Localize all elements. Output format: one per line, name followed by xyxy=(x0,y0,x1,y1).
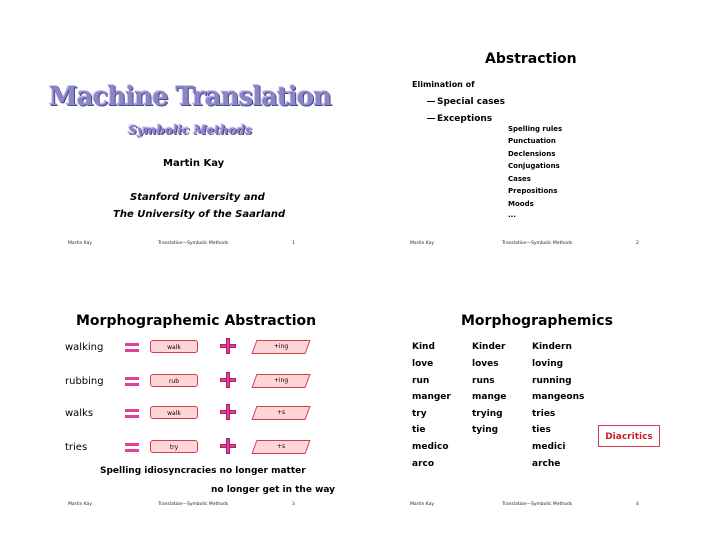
footer-center: Translation—Symbolic Methods xyxy=(502,502,573,507)
subitem: Punctuation xyxy=(508,137,556,145)
footer-page: 3 xyxy=(292,502,295,507)
subitem: Prepositions xyxy=(508,187,558,195)
table-cell: ties xyxy=(532,425,551,435)
subitem: Declensions xyxy=(508,150,556,158)
stem-box: rub xyxy=(150,374,198,387)
word: walks xyxy=(65,408,94,419)
table-cell: medico xyxy=(412,442,449,452)
stem-box: try xyxy=(150,440,198,453)
footer-center: Translation—Symbolic Methods xyxy=(158,241,229,246)
plus-icon xyxy=(220,404,236,420)
caption-1: Spelling idiosyncracies no longer matter xyxy=(100,466,306,476)
diacritics-note: Diacritics xyxy=(598,425,660,447)
affiliation-1: Stanford University and xyxy=(130,192,265,203)
affiliation-2: The University of the Saarland xyxy=(113,209,286,220)
author: Martin Kay xyxy=(163,158,225,169)
table-cell: Kind xyxy=(412,342,435,352)
table-cell: tries xyxy=(532,409,556,419)
affix-box: +s xyxy=(250,440,312,454)
plus-icon xyxy=(220,438,236,454)
subtitle-wordart: Symbolic Methods xyxy=(128,123,252,137)
subitem: Spelling rules xyxy=(508,125,563,133)
subitem: Cases xyxy=(508,175,531,183)
slide-2 xyxy=(360,0,720,278)
table-cell: medici xyxy=(532,442,566,452)
plus-icon xyxy=(220,338,236,354)
table-cell: loves xyxy=(472,359,499,369)
table-cell: Kindern xyxy=(532,342,572,352)
equals-icon xyxy=(125,409,139,421)
table-cell: arco xyxy=(412,459,435,469)
equals-icon xyxy=(125,343,139,355)
subitem: ... xyxy=(508,211,516,219)
table-cell: running xyxy=(532,376,572,386)
affix-box: +ing xyxy=(250,340,312,354)
table-cell: try xyxy=(412,409,427,419)
table-cell: arche xyxy=(532,459,561,469)
slide-1 xyxy=(0,0,360,278)
table-cell: loving xyxy=(532,359,564,369)
word: tries xyxy=(65,442,88,453)
slide-title: Morphographemic Abstraction xyxy=(76,313,317,329)
plus-icon xyxy=(220,372,236,388)
footer-left: Martin Kay xyxy=(410,241,435,246)
bullet-item: Exceptions xyxy=(427,114,492,124)
table-cell: trying xyxy=(472,409,503,419)
caption-2: no longer get in the way xyxy=(211,485,336,495)
footer-left: Martin Kay xyxy=(68,241,93,246)
word: walking xyxy=(65,342,104,353)
affix-box: +ing xyxy=(250,374,312,388)
footer-page: 4 xyxy=(636,502,639,507)
table-cell: tie xyxy=(412,425,426,435)
footer-center: Translation—Symbolic Methods xyxy=(502,241,573,246)
bullet-item: Special cases xyxy=(427,97,505,107)
stem-box: walk xyxy=(150,340,198,353)
word: rubbing xyxy=(65,376,104,387)
table-cell: mangeons xyxy=(532,392,585,402)
footer-left: Martin Kay xyxy=(68,502,93,507)
table-cell: run xyxy=(412,376,430,386)
table-cell: Kinder xyxy=(472,342,506,352)
stem-box: walk xyxy=(150,406,198,419)
heading: Elimination of xyxy=(412,80,475,89)
equals-icon xyxy=(125,443,139,455)
table-cell: runs xyxy=(472,376,495,386)
footer-left: Martin Kay xyxy=(410,502,435,507)
slide-3 xyxy=(0,279,360,557)
equals-icon xyxy=(125,377,139,389)
table-cell: manger xyxy=(412,392,451,402)
table-cell: tying xyxy=(472,425,499,435)
footer-page: 1 xyxy=(292,241,295,246)
title-wordart: Machine Translation xyxy=(48,82,332,112)
table-cell: mange xyxy=(472,392,507,402)
slide-4 xyxy=(360,279,720,557)
subitem: Conjugations xyxy=(508,162,560,170)
slide-title: Abstraction xyxy=(485,51,577,67)
footer-center: Translation—Symbolic Methods xyxy=(158,502,229,507)
slide-title: Morphographemics xyxy=(461,313,613,329)
footer-page: 2 xyxy=(636,241,639,246)
subitem: Moods xyxy=(508,200,534,208)
table-cell: love xyxy=(412,359,434,369)
affix-box: +s xyxy=(250,406,312,420)
